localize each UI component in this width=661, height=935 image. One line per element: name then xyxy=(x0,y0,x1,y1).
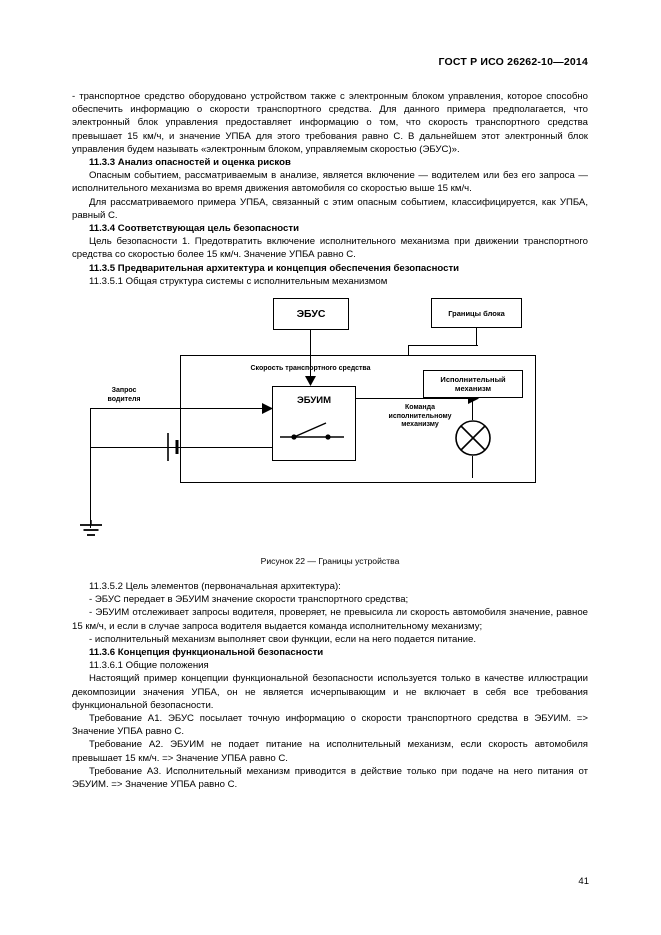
section-11-3-6: 11.3.6 Концепция функциональной безопасности xyxy=(89,647,324,659)
paragraph-6: 11.3.5.2 Цель элементов (первоначальная архитектура): xyxy=(89,581,341,593)
paragraph-11: Настоящий пример концепции функциональной безопасности используется только в качестве иллюстрации декомпозиции значения УПБА, он не является исчерпывающим и не включает в себя все требования функциональной безопасности. xyxy=(72,673,588,711)
figure-block-boundary: Границы блока xyxy=(431,298,522,328)
paragraph-10: 11.3.6.1 Общие положения xyxy=(89,660,209,672)
paragraph-5: 11.3.5.1 Общая структура системы с исполнительным механизмом xyxy=(89,275,388,287)
figure-wire-down-left xyxy=(90,408,91,528)
paragraph-2: Опасным событием, рассматриваемым в анализе, является включение — водителем или без его запроса — исполнительного механизма во время движения автомобиля со скоростью выше 15 км/ч. xyxy=(72,170,588,195)
paragraph-12: Требование А1. ЭБУС посылает точную информацию о скорости транспортного средства в ЭБУИМ. => Значение УПБА равно С. xyxy=(72,713,588,738)
figure-22 xyxy=(72,298,588,548)
figure-connector-boundary-left xyxy=(408,345,478,346)
figure-block-ebuim: ЭБУИМ xyxy=(272,386,356,461)
figure-actuator-stem-lower xyxy=(472,456,473,478)
figure-connector-boundary-tick xyxy=(408,345,409,355)
figure-block-actuator xyxy=(423,370,523,398)
figure-battery-icon xyxy=(160,431,186,463)
figure-label-speed: Скорость транспортного средства xyxy=(250,365,371,373)
page-content xyxy=(72,56,588,791)
paragraph-14: Требование А3. Исполнительный механизм приводится в действие только при подаче на него питания от ЭБУИМ. => Значение УПБА равно С. xyxy=(72,765,588,791)
figure-arrow-request-line xyxy=(90,408,265,409)
figure-switch-icon xyxy=(278,415,350,443)
paragraph-9: - исполнительный механизм выполняет свои функции, если на него подается питание. xyxy=(89,633,477,645)
section-11-3-3: 11.3.3 Анализ опасностей и оценка рисков xyxy=(89,157,291,169)
paragraph-8: - ЭБУИМ отслеживает запросы водителя, проверяет, не превысила ли скорость автомобиля значение, равное 15 км/ч, и если в случае запроса водителя выдается команда исполнительному механизму; xyxy=(72,607,588,632)
figure-connector-boundary-down xyxy=(476,328,477,346)
figure-caption: Рисунок 22 — Границы устройства xyxy=(260,556,400,567)
figure-arrow-request-head xyxy=(262,403,273,414)
section-11-3-5: 11.3.5 Предварительная архитектура и концепция обеспечения безопасности xyxy=(89,262,460,274)
figure-ground-icon xyxy=(78,520,104,540)
standard-header: ГОСТ Р ИСО 26262-10—2014 xyxy=(438,56,588,68)
section-11-3-4: 11.3.4 Соответствующая цель безопасности xyxy=(89,223,299,235)
figure-label-request: Запрос водителя xyxy=(107,387,141,403)
figure-actuator-stem xyxy=(472,398,473,420)
figure-label-command: Команда исполнительному механизму xyxy=(388,404,452,429)
page-number: 41 xyxy=(578,876,589,887)
paragraph-3: Для рассматриваемого примера УПБА, связанный с этим опасным событием, классифицируется, как УПБА, равный С. xyxy=(72,196,588,221)
figure-arrow-command-line xyxy=(356,398,471,399)
figure-actuator-symbol-icon xyxy=(453,418,493,458)
figure-block-ebus: ЭБУС xyxy=(273,298,349,330)
paragraph-7: - ЭБУС передает в ЭБУИМ значение скорости транспортного средства; xyxy=(89,594,409,606)
figure-block-actuator-label: Исполнительный механизм xyxy=(440,375,506,394)
paragraph-1: - транспортное средство оборудовано устройством также с электронным блоком управления, которое способно обеспечить информацию о скорости транспортного средства. Для данного примера предполагается, что электронный блок управления предоставляет информацию о том, что скорость транспортного средства превышает 15 км/ч, и значение УПБА для этого требования равно С. В дальнейшем этот электронный блок управления будем называть «электронным блоком, управляемым скоростью (ЭБУС)». xyxy=(72,91,588,155)
paragraph-13: Требование А2. ЭБУИМ не подает питание на исполнительный механизм, если скорость автомобиля превышает 15 км/ч. => Значение УПБА равно С. xyxy=(72,739,588,764)
paragraph-4: Цель безопасности 1. Предотвратить включение исполнительного механизма при движении транспортного средства со скоростью более 15 км/ч. Значение УПБА равно С. xyxy=(72,236,588,261)
